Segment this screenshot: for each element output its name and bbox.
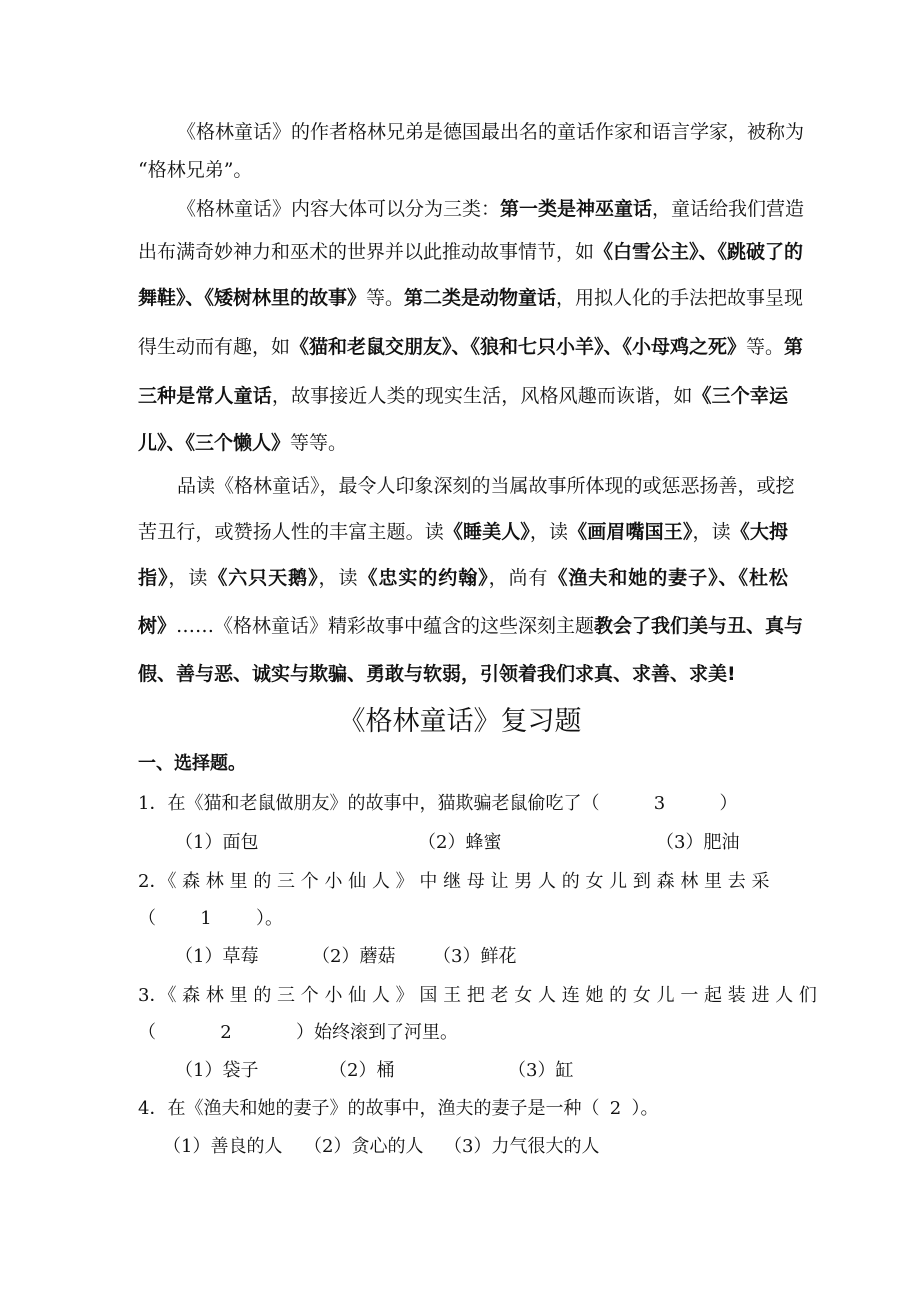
question-2-line1: 2．《 森 林 里 的 三 个 小 仙 人 》 中 继 母 让 男 人 的 女 儿 到 森 林 里 去 采 bbox=[138, 871, 770, 892]
q2-option-2: （2）蘑菇 bbox=[312, 946, 396, 967]
intro-p3-line1: 品读《格林童话》，最令人印象深刻的当属故事所体现的或惩恶扬善，或挖 bbox=[177, 475, 795, 497]
intro-p2-line1: 《格林童话》内容大体可以分为三类：第一类是神巫童话，童话给我们营造 bbox=[177, 198, 805, 220]
q3-option-2: （2）桶 bbox=[329, 1060, 395, 1081]
question-1: 1．在《猫和老鼠做朋友》的故事中，猫欺骗老鼠偷吃了（ 3 ） bbox=[138, 793, 738, 814]
q1-option-3: （3）肥油 bbox=[656, 832, 740, 853]
question-3-line1: 3．《 森 林 里 的 三 个 小 仙 人 》 国 王 把 老 女 人 连 她 的 女 儿 一 起 装 进 人 们 bbox=[138, 985, 817, 1006]
q2-option-1: （1）草莓 bbox=[175, 946, 259, 967]
intro-p3-line5: 假、善与恶、诚实与欺骗、勇敢与软弱，引领着我们求真、求善、求美! bbox=[138, 663, 736, 685]
answer-2: 1 bbox=[200, 908, 212, 929]
section-heading: 一、选择题。 bbox=[138, 753, 246, 774]
question-2-line2: （ 1 ）。 bbox=[138, 908, 283, 929]
intro-p1-line1: 《格林童话》的作者格林兄弟是德国最出名的童话作家和语言学家，被称为 bbox=[177, 121, 805, 143]
intro-p2-line6: 儿》、《三个懒人》等等。 bbox=[138, 432, 348, 454]
answer-3: 2 bbox=[220, 1022, 232, 1043]
intro-p3-line3: 指》，读《六只天鹅》，读《忠实的约翰》，尚有《渔夫和她的妻子》、《杜松 bbox=[138, 567, 788, 589]
intro-p3-line4: 树》……《格林童话》精彩故事中蕴含的这些深刻主题教会了我们美与丑、真与 bbox=[138, 615, 804, 637]
question-3-line2: （ 2 ）始终滚到了河里。 bbox=[138, 1022, 458, 1043]
intro-p2-line4: 得生动而有趣，如《猫和老鼠交朋友》、《狼和七只小羊》、《小母鸡之死》等。第 bbox=[138, 336, 804, 358]
q3-option-1: （1）袋子 bbox=[175, 1060, 259, 1081]
intro-p1-line2: “格林兄弟”。 bbox=[138, 159, 253, 181]
intro-p2-line2: 出布满奇妙神力和巫术的世界并以此推动故事情节，如《白雪公主》、《跳破了的 bbox=[138, 241, 804, 263]
intro-p3-line2: 苦丑行，或赞扬人性的丰富主题。读《睡美人》，读《画眉嘴国王》，读《大拇 bbox=[138, 521, 788, 543]
intro-p2-line3: 舞鞋》、《矮树林里的故事》等。第二类是动物童话，用拟人化的手法把故事呈现 bbox=[138, 287, 804, 309]
q4-option-2: （2）贪心的人 bbox=[304, 1136, 424, 1157]
question-4: 4．在《渔夫和她的妻子》的故事中，渔夫的妻子是一种（ 2 ）。 bbox=[138, 1098, 659, 1119]
q4-option-1: （1）善良的人 bbox=[163, 1136, 283, 1157]
answer-1: 3 bbox=[653, 793, 666, 814]
answer-4: 2 bbox=[609, 1098, 622, 1119]
q4-option-3: （3）力气很大的人 bbox=[444, 1136, 600, 1157]
q2-option-3: （3）鲜花 bbox=[433, 946, 517, 967]
review-title: 《格林童话》复习题 bbox=[338, 706, 582, 737]
q3-option-3: （3）缸 bbox=[508, 1060, 574, 1081]
q1-option-1: （1）面包 bbox=[175, 832, 259, 853]
q1-option-2: （2）蜂蜜 bbox=[418, 832, 502, 853]
intro-p2-line5: 三种是常人童话，故事接近人类的现实生活，风格风趣而诙谐，如《三个幸运 bbox=[138, 385, 788, 407]
